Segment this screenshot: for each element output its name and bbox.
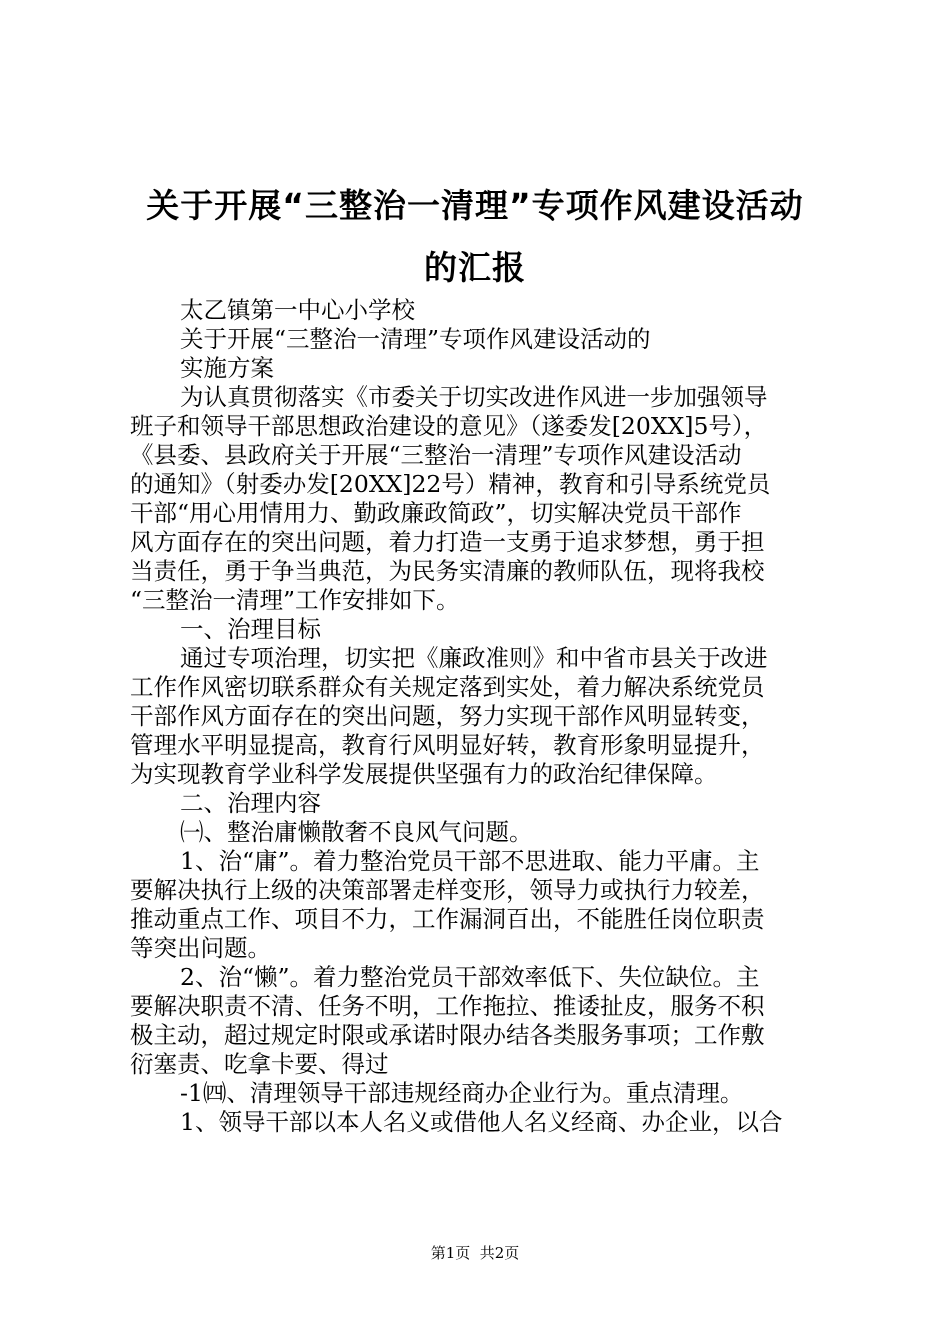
body-line: 极主动，超过规定时限或承诺时限办结各类服务事项；工作敷 bbox=[130, 1021, 765, 1049]
body-line: 风方面存在的突出问题，着力打造一支勇于追求梦想，勇于担 bbox=[130, 528, 765, 556]
section-heading: 一、治理目标 bbox=[180, 615, 321, 643]
body-line: 干部“用心用情用力、勤政廉政简政”，切实解决党员干部作 bbox=[130, 499, 742, 527]
body-line: 《县委、县政府关于开展“三整治一清理”专项作风建设活动 bbox=[130, 441, 742, 469]
body-line: 当责任，勇于争当典范，为民务实清廉的教师队伍，现将我校 bbox=[130, 557, 765, 585]
document-title-line-1: 关于开展“三整治一清理”专项作风建设活动 bbox=[146, 186, 804, 225]
body-line: 等突出问题。 bbox=[130, 934, 271, 962]
page-footer bbox=[0, 1243, 950, 1263]
body-line: 干部作风方面存在的突出问题，努力实现干部作风明显转变， bbox=[130, 702, 765, 730]
section-heading: 二、治理内容 bbox=[180, 789, 321, 817]
page-number: 第1页 共2页 bbox=[430, 1244, 520, 1262]
document-title-line-2: 的汇报 bbox=[424, 248, 526, 287]
body-line: 要解决职责不清、任务不明，工作拖拉、推诿扯皮，服务不积 bbox=[130, 992, 765, 1020]
document-body bbox=[130, 296, 830, 1137]
body-line: 班子和领导干部思想政治建设的意见》（遂委发[20XX]5号）， bbox=[130, 412, 768, 440]
body-line: 要解决执行上级的决策部署走样变形，领导力或执行力较差， bbox=[130, 876, 765, 904]
body-line: 通过专项治理，切实把《廉政准则》和中省市县关于改进 bbox=[180, 644, 768, 672]
body-line: 为实现教育学业科学发展提供坚强有力的政治纪律保障。 bbox=[130, 760, 718, 788]
body-line: 管理水平明显提高，教育行风明显好转，教育形象明显提升， bbox=[130, 731, 765, 759]
body-line: ㈠、整治庸懒散奢不良风气问题。 bbox=[180, 818, 533, 846]
body-line: 太乙镇第一中心小学校 bbox=[180, 296, 415, 324]
body-line: 工作作风密切联系群众有关规定落到实处，着力解决系统党员 bbox=[130, 673, 765, 701]
body-line: 关于开展“三整治一清理”专项作风建设活动的 bbox=[180, 325, 651, 353]
body-line: 2、治“懒”。着力整治党员干部效率低下、失位缺位。主 bbox=[180, 963, 760, 991]
body-line: 衍塞责、吃拿卡要、得过 bbox=[130, 1050, 389, 1078]
body-line: 1、领导干部以本人名义或借他人名义经商、办企业，以合 bbox=[180, 1108, 783, 1136]
body-line: 1、治“庸”。着力整治党员干部不思进取、能力平庸。主 bbox=[180, 847, 760, 875]
body-line: 实施方案 bbox=[180, 354, 274, 382]
body-line: -1㈣、清理领导干部违规经商办企业行为。重点清理。 bbox=[180, 1079, 744, 1107]
body-line: 为认真贯彻落实《市委关于切实改进作风进一步加强领导 bbox=[180, 383, 768, 411]
body-line: 推动重点工作、项目不力，工作漏洞百出，不能胜任岗位职责 bbox=[130, 905, 765, 933]
body-line: “三整治一清理”工作安排如下。 bbox=[130, 586, 460, 614]
body-line: 的通知》（射委办发[20XX]22号）精神，教育和引导系统党员 bbox=[130, 470, 771, 498]
